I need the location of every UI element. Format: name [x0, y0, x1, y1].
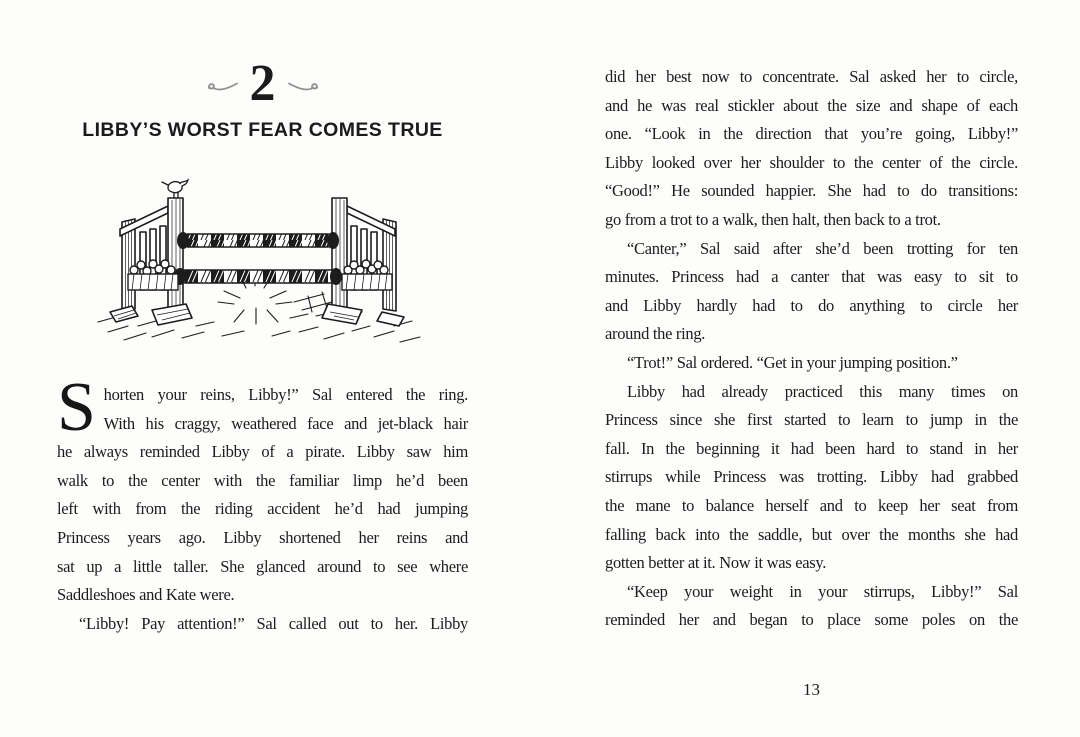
text-line: and Libby hardly had to do anything to circle her: [605, 295, 1018, 315]
text-line: “Keep your weight in your stirrups, Libby!” Sal: [627, 581, 1018, 601]
text-line: “Libby! Pay attention!” Sal called out to her. Libby: [79, 613, 468, 633]
text-line: reminded her and began to place some poles on the: [605, 610, 1018, 630]
text-line: minutes. Princess had a canter that was easy to sit to: [605, 267, 1018, 287]
text-line: falling back into the saddle, but over the months she had: [605, 524, 1018, 544]
page-number: 13: [803, 680, 820, 699]
text-line: Princess since she first started to learn to jump in the: [605, 410, 1018, 430]
chapter-number: 2: [249, 55, 276, 112]
text-line: did her best now to concentrate. Sal asked her to circle,: [605, 67, 1018, 86]
text-line: fall. In the beginning it had been hard to stand in her: [605, 438, 1018, 458]
chapter-title: LIBBY’S WORST FEAR COMES TRUE: [82, 119, 443, 141]
text-line: “Canter,” Sal said after she’d been trotting for ten: [627, 238, 1018, 258]
right-page: [605, 0, 1018, 737]
left-page-body: [57, 369, 468, 638]
text-line: With his craggy, weathered face and jet-black hair: [103, 413, 468, 433]
text-line: Saddleshoes and Kate were.: [57, 585, 235, 605]
text-line: stirrups while Princess was trotting. Libby had grabbed: [605, 467, 1018, 487]
horse-jump-illustration: [94, 170, 426, 348]
text-line: one. “Look in the direction that you’re going, Libby!”: [605, 124, 1018, 144]
drop-cap: S: [57, 369, 96, 446]
text-line: go from a trot to a walk, then halt, then back to a trot.: [605, 209, 941, 229]
text-line: sat up a little taller. She glanced around to see where: [57, 556, 468, 576]
text-line: the mane to balance herself and to keep her seat from: [605, 495, 1018, 515]
text-line: “Good!” He sounded happier. She had to do transitions:: [605, 181, 1018, 201]
text-line: he always reminded Libby of a pirate. Libby saw him: [57, 442, 468, 462]
text-line: Princess years ago. Libby shortened her reins and: [57, 527, 468, 547]
text-line: around the ring.: [605, 324, 706, 344]
text-line: and he was real stickler about the size and shape of each: [605, 95, 1018, 115]
text-line: “Trot!” Sal ordered. “Get in your jumping position.”: [627, 352, 958, 372]
text-line: horten your reins, Libby!” Sal entered the ring.: [103, 385, 468, 404]
bird-icon: [162, 180, 188, 198]
text-line: gotten better at it. Now it was easy.: [605, 553, 827, 573]
left-page: [57, 0, 468, 737]
swash-flourish-left-icon: [207, 80, 239, 94]
chapter-heading: [57, 55, 468, 112]
text-line: Libby looked over her shoulder to the center of the circle.: [605, 152, 1018, 172]
text-line: Libby had already practiced this many times on: [627, 381, 1018, 401]
swash-flourish-right-icon: [287, 80, 319, 94]
right-page-body: [605, 63, 1018, 635]
text-line: left with from the riding accident he’d had jumping: [57, 499, 468, 519]
text-line: walk to the center with the familiar limp he’d been: [57, 470, 468, 490]
jump-rails: [174, 232, 342, 285]
